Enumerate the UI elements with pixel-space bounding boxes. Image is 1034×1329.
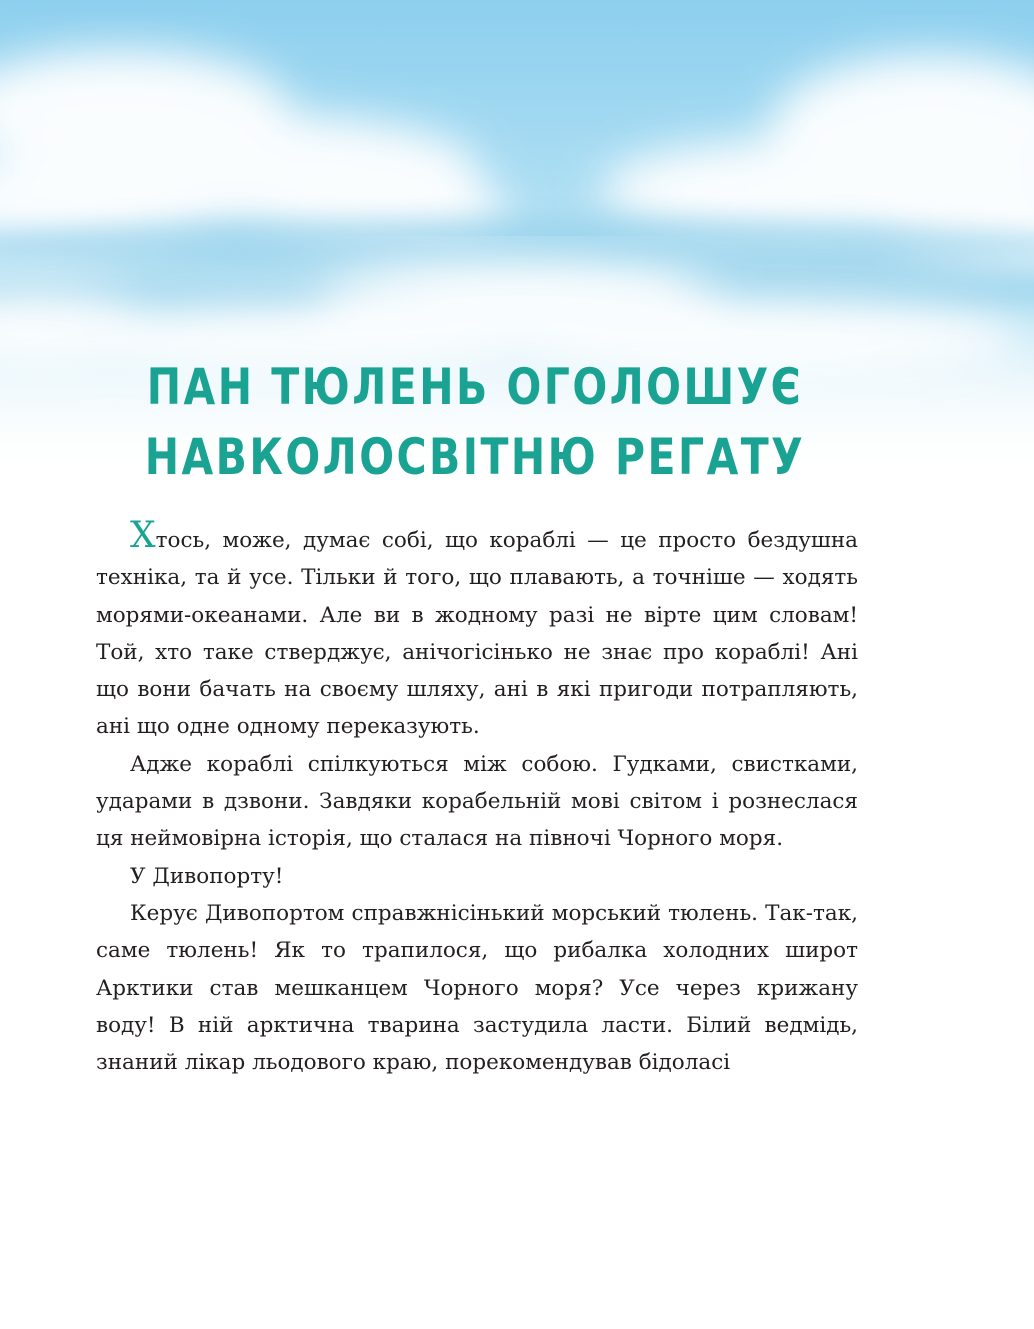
chapter-title-line-1: ПАН ТЮЛЕНЬ ОГОЛОШУЄ (146, 358, 804, 416)
chapter-title-line-2: НАВКОЛОСВІТНЮ РЕГАТУ (144, 428, 806, 486)
paragraph-2: Адже кораблі спілкуються між собою. Гудками, свистками, ударами в дзвони. Завдяки корабельній мові світом і рознеслася ця неймовірна історія, що сталася на півночі Чорного моря. (96, 751, 858, 852)
chapter-title (86, 352, 865, 492)
drop-cap: Х (130, 515, 156, 556)
paragraph-1-text: тось, може, думає собі, що кораблі — це просто бездушна техніка, та й усе. Тільки й того, що плавають, а точніше — ходять морями-океанами. Але ви в жодному разі не вірте цим словам! Той, хто таке стверджує, анічогісінько не знає про кораблі! Ані що вони бачать на своєму шляху, ані в які пригоди потрапляють, ані що одне одному переказують. (96, 528, 858, 740)
paragraph-4: Керує Дивопортом справжнісінький морський тюлень. Так-так, саме тюлень! Як то трапилося, що рибалка холодних широт Арктики став мешканцем Чорного моря? Усе через крижану воду! В ній арктична тварина застудила ласти. Білий ведмідь, знаний лікар льодового краю, порекомендував бідоласі (96, 900, 858, 1076)
paragraph-1 (96, 515, 858, 746)
paragraph-3: У Дивопорту! (130, 863, 284, 889)
chapter-body (96, 515, 858, 1081)
